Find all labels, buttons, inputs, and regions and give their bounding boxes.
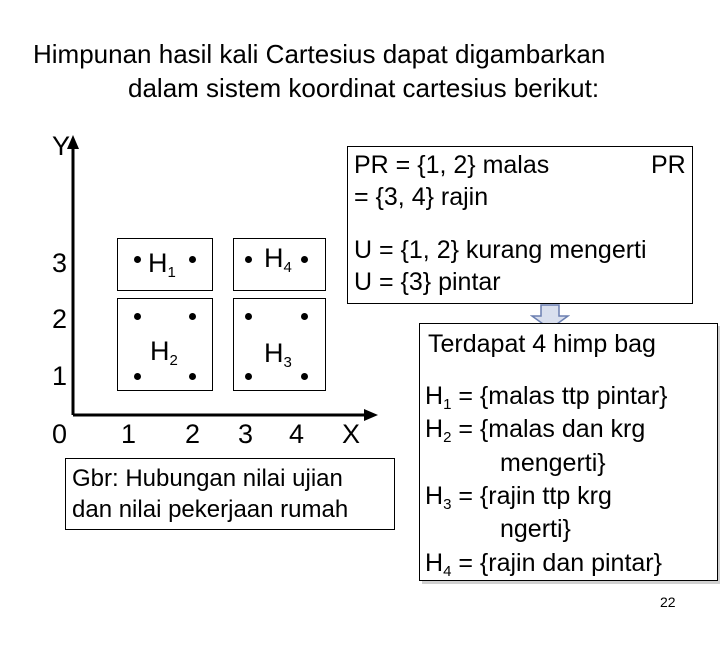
x-axis-label: X [342, 419, 361, 449]
point-4-1 [301, 373, 308, 380]
pr-definition-line-2: = {3, 4} rajin [354, 183, 489, 211]
region-h3-label: $H_3$ [264, 338, 292, 371]
subsets-heading: Terdapat 4 himp bag [428, 330, 656, 358]
subset-h2: $H_2$ = {malas dan krg [425, 415, 646, 446]
y-tick-1: 1 [52, 361, 68, 391]
point-3-2 [245, 313, 252, 320]
point-3-3 [245, 256, 252, 263]
y-tick-3: 3 [52, 248, 68, 278]
subset-h3-continued: ngerti} [500, 515, 571, 543]
region-h2-label: $H_2$ [150, 336, 178, 369]
u-definition-line-2: U = {3} pintar [354, 268, 501, 296]
x-tick-2: 2 [185, 419, 201, 449]
subset-h2-continued: mengerti} [500, 449, 606, 477]
x-tick-4: 4 [289, 419, 305, 449]
point-4-3 [301, 256, 308, 263]
subset-h1: $H_1$ = {malas ttp pintar} [425, 382, 668, 413]
pr-definition-tail: PR [651, 151, 686, 179]
point-1-1 [134, 373, 141, 380]
y-axis-label: Y [52, 131, 71, 161]
subset-h3: $H_3$ = {rajin ttp krg [425, 482, 612, 513]
title-line-2: dalam sistem koordinat cartesius berikut: [128, 73, 600, 103]
x-axis-arrowhead [364, 409, 378, 421]
point-1-3 [134, 256, 141, 263]
title-line-1: Himpunan hasil kali Cartesius dapat digambarkan [33, 39, 606, 69]
caption-line-2: dan nilai pekerjaan rumah [72, 496, 349, 523]
subset-h4: $H_4$ = {rajin dan pintar} [425, 549, 662, 580]
point-2-3 [189, 256, 196, 263]
x-tick-1: 1 [121, 419, 137, 449]
region-h1-label: $H_1$ [148, 248, 176, 281]
point-2-2 [189, 313, 196, 320]
y-tick-2: 2 [52, 304, 68, 334]
caption-line-1: Gbr: Hubungan nilai ujian [72, 465, 343, 492]
point-2-1 [189, 373, 196, 380]
point-3-1 [245, 373, 252, 380]
y-tick-0: 0 [52, 419, 68, 449]
point-4-2 [301, 313, 308, 320]
x-tick-3: 3 [238, 419, 254, 449]
page-number: 22 [660, 594, 676, 610]
point-1-2 [134, 313, 141, 320]
region-h4-label: $H_4$ [264, 243, 292, 276]
pr-definition-line-1: PR = {1, 2} malas [354, 151, 550, 179]
u-definition-line-1: U = {1, 2} kurang mengerti [354, 236, 647, 264]
